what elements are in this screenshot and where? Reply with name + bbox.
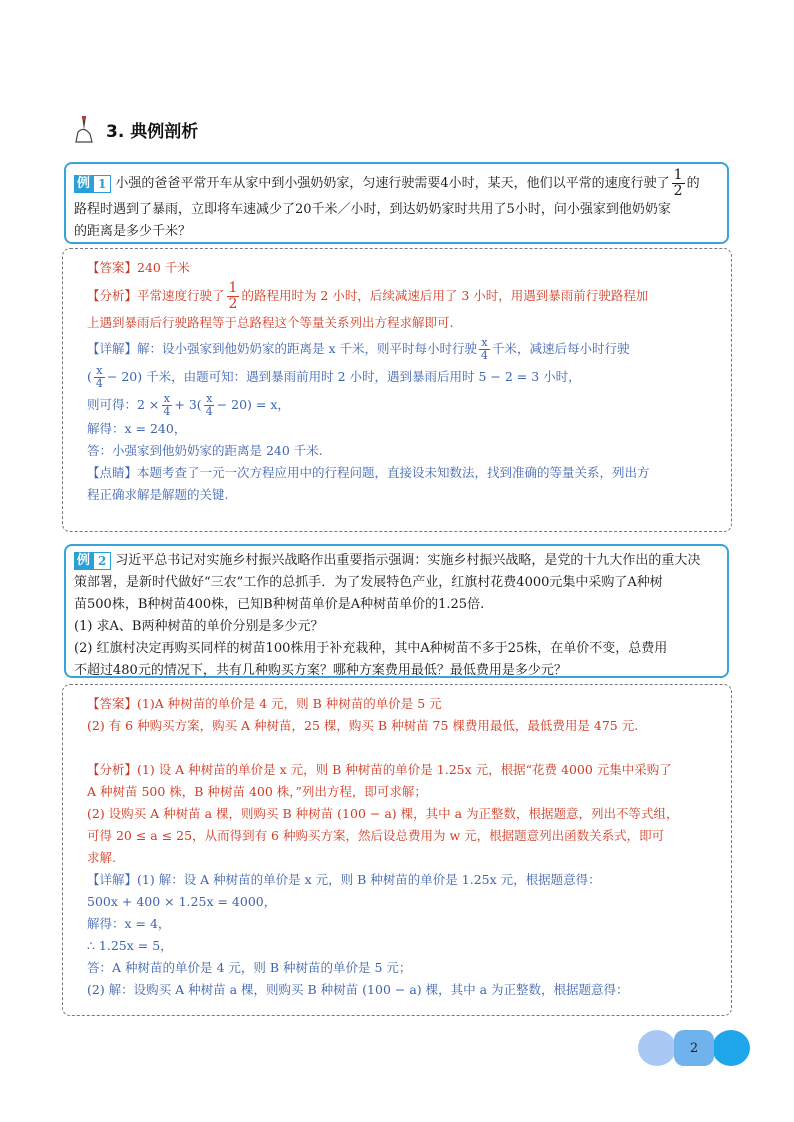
detail-line: 解得：x = 4，	[87, 916, 171, 931]
fraction: $\frac{1}{2}$	[673, 167, 683, 199]
detail-line: 500x + 400 × 1.25x = 4000，	[87, 894, 277, 909]
detail-line: ( $\frac{x}{4}$ − 20) 千米，由题可知：遇到暴雨前用时 2 小时，遇到暴雨后用时 5 − 2 = 3 小时，	[87, 364, 581, 390]
comment-line: 程正确求解是解题的关键.	[87, 487, 229, 502]
page-number: 2	[674, 1030, 714, 1066]
detail-line: ∴ 1.25x = 5，	[87, 938, 173, 953]
detail-line: 则可得：2 × $\frac{x}{4}$ + 3( $\frac{x}{4}$ − 20) = x，	[87, 392, 290, 418]
detail-line: 【详解】(1) 解：设 A 种树苗的单价是 x 元，则 B 种树苗的单价是 1.25x 元，根据题意得：	[87, 872, 601, 887]
section-title: 3. 典例剖析	[106, 121, 199, 142]
analysis-line: 可得 20 ≤ a ≤ 25，从而得到有 6 种购买方案，然后设总费用为 w 元，根据题意列出函数关系式，即可	[87, 828, 665, 843]
analysis-line: 求解.	[87, 850, 116, 865]
analysis-line: (2) 设购买 A 种树苗 a 棵，则购买 B 种树苗 (100 − a) 棵，其中 a 为正整数，根据题意，列出不等式组，	[87, 806, 679, 821]
decor-circle	[712, 1030, 750, 1066]
example-1-question: 例 1 小强的爸爸平常开车从家中到小强奶奶家，匀速行驶需要4小时，某天，他们以平常的速度行驶了 $\frac{1}{2}$ 的 路程时遇到了暴雨，立即将车速减少了20千米／小时，到达奶奶家时共用了5小时，问小强家到他奶奶家 的距离是多少千米？	[64, 162, 729, 244]
example-1-tag: 例 1	[74, 175, 111, 193]
example-1-solution	[62, 248, 732, 532]
analysis-line: 上遇到暴雨后行驶路程等于总路程这个等量关系列出方程求解即可.	[87, 315, 454, 330]
answer-line: 【答案】240 千米	[87, 260, 190, 275]
answer-line: (2) 有 6 种购买方案，购买 A 种树苗，25 棵，购买 B 种树苗 75 棵费用最低，最低费用是 475 元.	[87, 718, 639, 733]
analysis-line: 【分析】(1) 设 A 种树苗的单价是 x 元，则 B 种树苗的单价是 1.25x 元，根据“花费 4000 元集中采购了	[87, 762, 672, 777]
answer-line: 【答案】(1)A 种树苗的单价是 4 元，则 B 种树苗的单价是 5 元	[87, 696, 442, 711]
detail-line: 【详解】解：设小强家到他奶奶家的距离是 x 千米，则平时每小时行驶 $\frac{x}{4}$ 千米，减速后每小时行驶	[87, 336, 630, 362]
pen-figure-icon	[72, 114, 98, 144]
example-2-tag: 例 2	[74, 552, 111, 570]
comment-line: 【点睛】本题考查了一元一次方程应用中的行程问题，直接设未知数法，找到准确的等量关系，列出方	[87, 465, 650, 480]
section-heading	[72, 114, 198, 144]
analysis-line: A 种树苗 500 株，B 种树苗 400 株，”列出方程，即可求解；	[87, 784, 427, 799]
detail-line: 答：小强家到他奶奶家的距离是 240 千米.	[87, 443, 323, 458]
detail-line: 解得：x = 240，	[87, 421, 187, 436]
detail-line: (2) 解：设购买 A 种树苗 a 棵，则购买 B 种树苗 (100 − a) 棵，其中 a 为正整数，根据题意得：	[87, 982, 629, 997]
example-2-question: 例 2 习近平总书记对实施乡村振兴战略作出重要指示强调：实施乡村振兴战略，是党的十九大作出的重大决 策部署，是新时代做好“三农”工作的总抓手．为了发展特色产业，红旗村花费4000元集中采购了A种树 苗500株，B种树苗400株，已知B种树苗单价是A种树苗单价的1.25倍. (1) 求A、B两种树苗的单价分别是多少元？ (2) 红旗村决定再购买同样的树苗100株用于补充栽种，其中A种树苗不多于25株，在单价不变，总费用 不超过480元的情况下，共有几种购买方案？哪种方案费用最低？最低费用是多少元？	[64, 544, 729, 678]
decor-circle	[638, 1030, 676, 1066]
example-2-solution	[62, 684, 732, 1016]
detail-line: 答：A 种树苗的单价是 4 元，则 B 种树苗的单价是 5 元；	[87, 960, 412, 975]
analysis-line: 【分析】平常速度行驶了 $\frac{1}{2}$ 的路程用时为 2 小时，后续减速后用了 3 小时，用遇到暴雨前行驶路程加	[87, 280, 649, 312]
